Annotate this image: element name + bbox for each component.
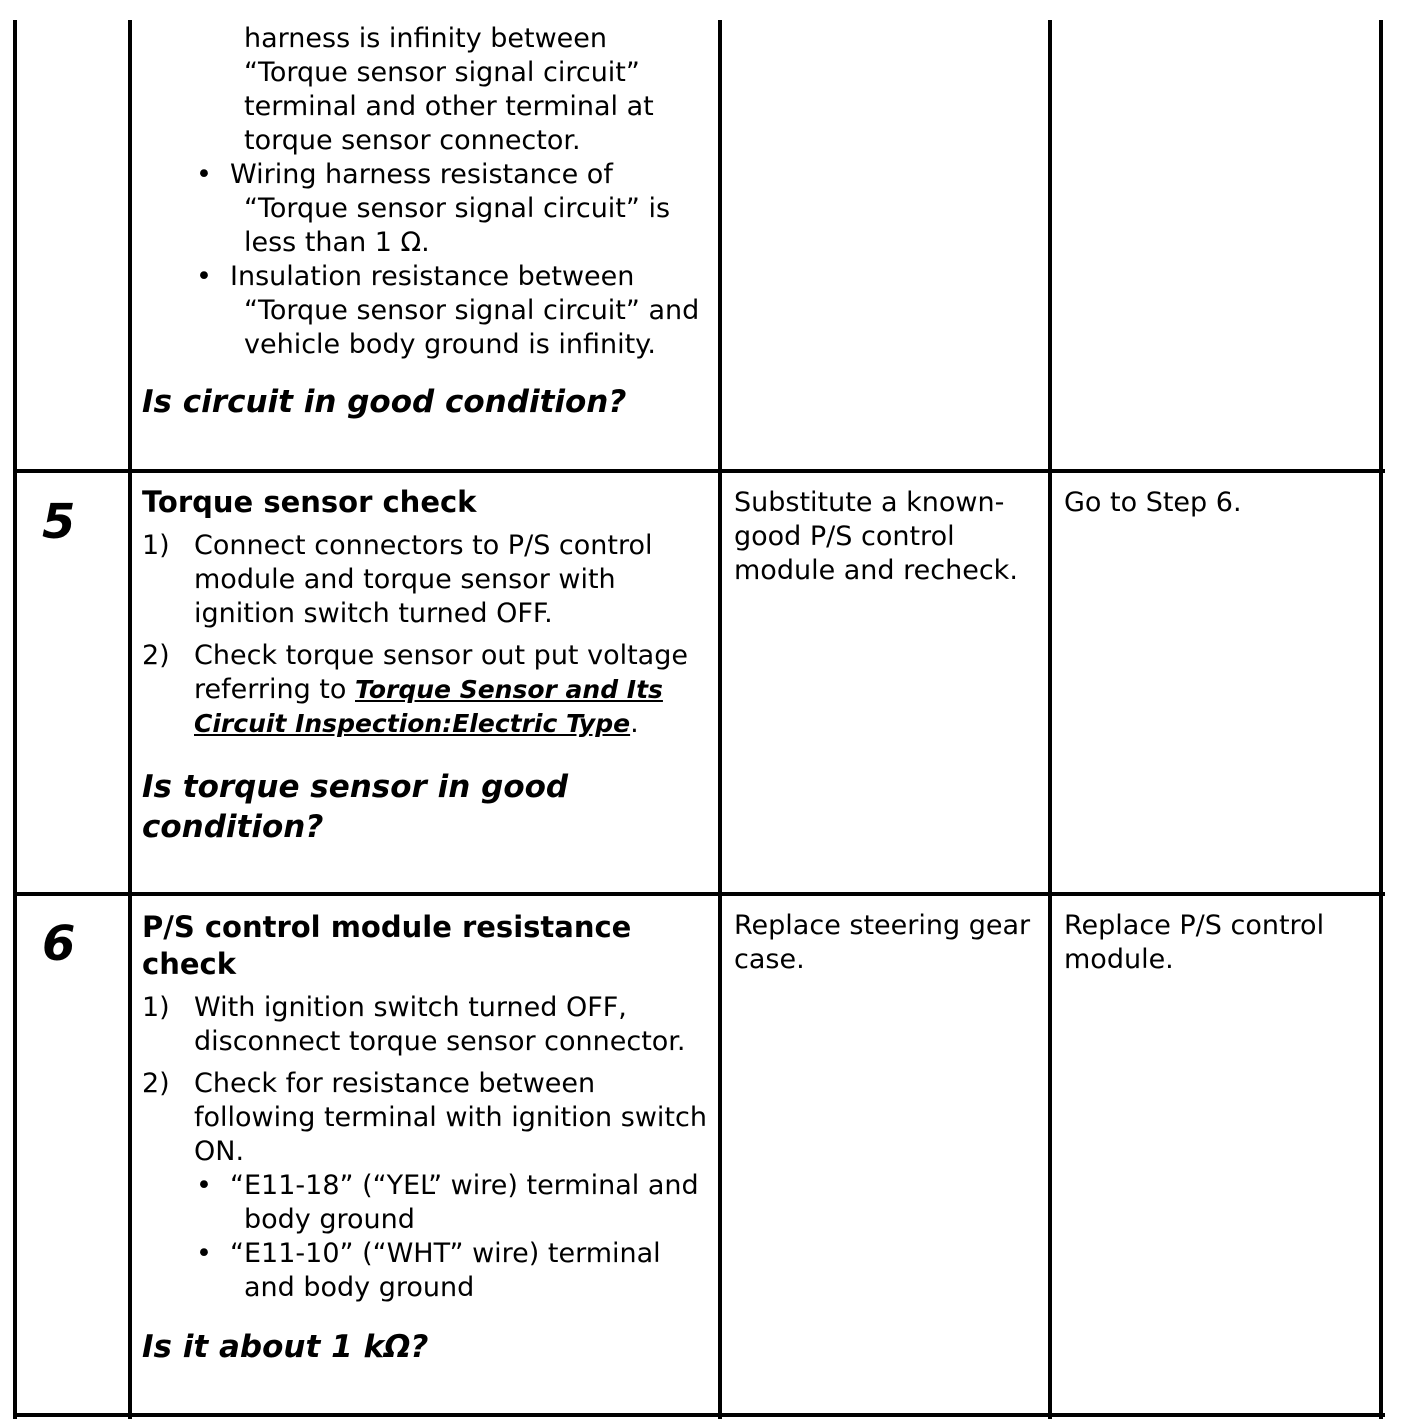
row4-item2-continuation: harness is infinity between “Torque sensor signal circuit” terminal and other terminal at torque sensor connector. <box>244 23 654 156</box>
row4-action-cell <box>142 22 714 422</box>
column-divider-step <box>128 20 132 1419</box>
list-item: 1) With ignition switch turned OFF, disconnect torque sensor connector. <box>142 992 686 1057</box>
row6-no-cell: Replace P/S control module. <box>1064 910 1325 975</box>
row6-question: Is it about 1 kΩ? <box>142 1329 429 1365</box>
list-item: 2) Check for resistance between following terminal with ignition switch ON. <box>142 1068 707 1167</box>
list-item: • “E11-18” (“YEL” wire) terminal and body ground <box>196 1170 699 1235</box>
row6-action-cell <box>142 909 714 1367</box>
row4-question: Is circuit in good condition? <box>142 384 627 420</box>
column-divider-yes <box>1048 20 1052 1419</box>
torque-sensor-inspection-link[interactable]: Torque Sensor and Its Circuit Inspection:Electric Type <box>194 675 663 738</box>
bullet-icon: • <box>196 1238 212 1269</box>
row5-action-cell <box>142 484 714 847</box>
row6-title: P/S control module resistance check <box>142 910 632 981</box>
step-number: 6 <box>42 916 76 972</box>
list-item: • Insulation resistance between “Torque sensor signal circuit” and vehicle body ground is infinity. <box>196 261 700 360</box>
list-item: 2) Check torque sensor out put voltage referring to Torque Sensor and Its Circuit Inspection:Electric Type. <box>142 640 688 739</box>
row5-question: Is torque sensor in good condition? <box>142 769 569 845</box>
bullet-icon: • <box>196 1170 212 1201</box>
table-border-left <box>13 20 17 1419</box>
row5-yes-cell: Substitute a known-good P/S control module and recheck. <box>734 487 1018 586</box>
bullet-icon: • <box>196 261 212 292</box>
bullet-icon: • <box>196 159 212 190</box>
table-border-right <box>1379 20 1383 1419</box>
row-divider-6 <box>13 892 1385 896</box>
column-divider-action <box>718 20 722 1419</box>
row5-no-cell: Go to Step 6. <box>1064 487 1242 518</box>
row5-title: Torque sensor check <box>142 485 477 519</box>
list-item: • “E11-10” (“WHT” wire) terminal and body ground <box>196 1238 661 1303</box>
step-number: 5 <box>42 494 76 550</box>
table-border-bottom <box>13 1413 1385 1417</box>
list-item: 1) Connect connectors to P/S control module and torque sensor with ignition switch turned OFF. <box>142 530 653 629</box>
row-divider-5 <box>13 469 1385 473</box>
list-item: • Wiring harness resistance of “Torque sensor signal circuit” is less than 1 Ω. <box>196 159 671 258</box>
row6-yes-cell: Replace steering gear case. <box>734 910 1031 975</box>
